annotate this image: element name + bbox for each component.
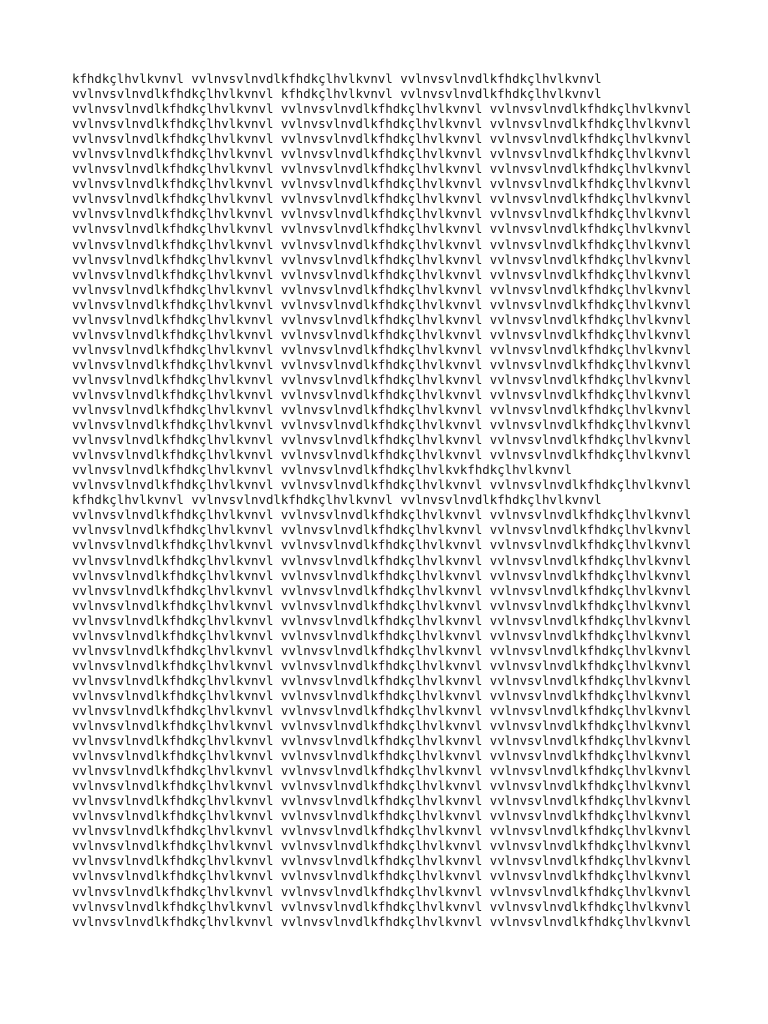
text-line: vvlnvsvlnvdlkfhdkçlhvlkvnvl vvlnvsvlnvdlkfhdkçlhvlkvnvl vvlnvsvlnvdlkfhdkçlhvlkvnvl <box>72 101 692 117</box>
text-line: vvlnvsvlnvdlkfhdkçlhvlkvnvl vvlnvsvlnvdlkfhdkçlhvlkvnvl vvlnvsvlnvdlkfhdkçlhvlkvnvl <box>72 311 692 327</box>
text-line: vvlnvsvlnvdlkfhdkçlhvlkvnvl vvlnvsvlnvdlkfhdkçlhvlkvnvl vvlnvsvlnvdlkfhdkçlhvlkvnvl <box>72 898 692 914</box>
text-line: vvlnvsvlnvdlkfhdkçlhvlkvnvl vvlnvsvlnvdlkfhdkçlhvlkvnvl vvlnvsvlnvdlkfhdkçlhvlkvnvl <box>72 793 692 809</box>
text-line: vvlnvsvlnvdlkfhdkçlhvlkvnvl vvlnvsvlnvdlkfhdkçlhvlkvnvl vvlnvsvlnvdlkfhdkçlhvlkvnvl <box>72 371 692 387</box>
text-line: vvlnvsvlnvdlkfhdkçlhvlkvnvl vvlnvsvlnvdlkfhdkçlhvlkvnvl vvlnvsvlnvdlkfhdkçlhvlkvnvl <box>72 748 692 764</box>
text-line: vvlnvsvlnvdlkfhdkçlhvlkvnvl vvlnvsvlnvdlkfhdkçlhvlkvnvl vvlnvsvlnvdlkfhdkçlhvlkvnvl <box>72 552 692 568</box>
text-line: vvlnvsvlnvdlkfhdkçlhvlkvnvl vvlnvsvlnvdlkfhdkçlhvlkvnvl vvlnvsvlnvdlkfhdkçlhvlkvnvl <box>72 191 692 207</box>
text-line: vvlnvsvlnvdlkfhdkçlhvlkvnvl vvlnvsvlnvdlkfhdkçlhvlkvnvl vvlnvsvlnvdlkfhdkçlhvlkvnvl <box>72 627 692 643</box>
text-line: vvlnvsvlnvdlkfhdkçlhvlkvnvl vvlnvsvlnvdlkfhdkçlhvlkvnvl vvlnvsvlnvdlkfhdkçlhvlkvnvl <box>72 868 692 884</box>
text-line: vvlnvsvlnvdlkfhdkçlhvlkvnvl vvlnvsvlnvdlkfhdkçlhvlkvnvl vvlnvsvlnvdlkfhdkçlhvlkvnvl <box>72 131 692 147</box>
text-line: vvlnvsvlnvdlkfhdkçlhvlkvnvl vvlnvsvlnvdlkfhdkçlhvlkvnvl vvlnvsvlnvdlkfhdkçlhvlkvnvl <box>72 176 692 192</box>
text-line: vvlnvsvlnvdlkfhdkçlhvlkvnvl vvlnvsvlnvdlkfhdkçlhvlkvnvl vvlnvsvlnvdlkfhdkçlhvlkvnvl <box>72 672 692 688</box>
text-line: vvlnvsvlnvdlkfhdkçlhvlkvnvl vvlnvsvlnvdlkfhdkçlhvlkvnvl vvlnvsvlnvdlkfhdkçlhvlkvnvl <box>72 913 692 929</box>
text-line: vvlnvsvlnvdlkfhdkçlhvlkvnvl vvlnvsvlnvdlkfhdkçlhvlkvnvl vvlnvsvlnvdlkfhdkçlhvlkvnvl <box>72 522 692 538</box>
text-line: vvlnvsvlnvdlkfhdkçlhvlkvnvl vvlnvsvlnvdlkfhdkçlhvlkvnvl vvlnvsvlnvdlkfhdkçlhvlkvnvl <box>72 221 692 237</box>
text-line: vvlnvsvlnvdlkfhdkçlhvlkvnvl vvlnvsvlnvdlkfhdkçlhvlkvnvl vvlnvsvlnvdlkfhdkçlhvlkvnvl <box>72 447 692 463</box>
text-line: vvlnvsvlnvdlkfhdkçlhvlkvnvl kfhdkçlhvlkvnvl vvlnvsvlnvdlkfhdkçlhvlkvnvl <box>72 86 602 102</box>
text-line: vvlnvsvlnvdlkfhdkçlhvlkvnvl vvlnvsvlnvdlkfhdkçlhvlkvnvl vvlnvsvlnvdlkfhdkçlhvlkvnvl <box>72 763 692 779</box>
text-line: vvlnvsvlnvdlkfhdkçlhvlkvnvl vvlnvsvlnvdlkfhdkçlhvlkvnvl vvlnvsvlnvdlkfhdkçlhvlkvnvl <box>72 146 692 162</box>
text-line: vvlnvsvlnvdlkfhdkçlhvlkvnvl vvlnvsvlnvdlkfhdkçlhvlkvnvl vvlnvsvlnvdlkfhdkçlhvlkvnvl <box>72 417 692 433</box>
text-line: vvlnvsvlnvdlkfhdkçlhvlkvnvl vvlnvsvlnvdlkfhdkçlhvlkvnvl vvlnvsvlnvdlkfhdkçlhvlkvnvl <box>72 296 692 312</box>
text-line: vvlnvsvlnvdlkfhdkçlhvlkvnvl vvlnvsvlnvdlkfhdkçlhvlkvnvl vvlnvsvlnvdlkfhdkçlhvlkvnvl <box>72 266 692 282</box>
document-body <box>72 71 712 929</box>
text-line: kfhdkçlhvlkvnvl vvlnvsvlnvdlkfhdkçlhvlkvnvl vvlnvsvlnvdlkfhdkçlhvlkvnvl <box>72 71 602 86</box>
text-line: vvlnvsvlnvdlkfhdkçlhvlkvnvl vvlnvsvlnvdlkfhdkçlhvlkvnvl vvlnvsvlnvdlkfhdkçlhvlkvnvl <box>72 582 692 598</box>
text-line: vvlnvsvlnvdlkfhdkçlhvlkvnvl vvlnvsvlnvdlkfhdkçlhvlkvnvl vvlnvsvlnvdlkfhdkçlhvlkvnvl <box>72 326 692 342</box>
text-line: vvlnvsvlnvdlkfhdkçlhvlkvnvl vvlnvsvlnvdlkfhdkçlhvlkvnvl vvlnvsvlnvdlkfhdkçlhvlkvnvl <box>72 341 692 357</box>
text-line: vvlnvsvlnvdlkfhdkçlhvlkvnvl vvlnvsvlnvdlkfhdkçlhvlkvnvl vvlnvsvlnvdlkfhdkçlhvlkvnvl <box>72 206 692 222</box>
text-line: vvlnvsvlnvdlkfhdkçlhvlkvnvl vvlnvsvlnvdlkfhdkçlhvlkvnvl vvlnvsvlnvdlkfhdkçlhvlkvnvl <box>72 808 692 824</box>
text-line: vvlnvsvlnvdlkfhdkçlhvlkvnvl vvlnvsvlnvdlkfhdkçlhvlkvnvl vvlnvsvlnvdlkfhdkçlhvlkvnvl <box>72 853 692 869</box>
text-line: vvlnvsvlnvdlkfhdkçlhvlkvnvl vvlnvsvlnvdlkfhdkçlhvlkvnvl vvlnvsvlnvdlkfhdkçlhvlkvnvl <box>72 718 692 734</box>
text-line: vvlnvsvlnvdlkfhdkçlhvlkvnvl vvlnvsvlnvdlkfhdkçlhvlkvkfhdkçlhvlkvnvl <box>72 462 572 478</box>
text-line: vvlnvsvlnvdlkfhdkçlhvlkvnvl vvlnvsvlnvdlkfhdkçlhvlkvnvl vvlnvsvlnvdlkfhdkçlhvlkvnvl <box>72 477 692 493</box>
text-line: vvlnvsvlnvdlkfhdkçlhvlkvnvl vvlnvsvlnvdlkfhdkçlhvlkvnvl vvlnvsvlnvdlkfhdkçlhvlkvnvl <box>72 402 692 418</box>
text-line: vvlnvsvlnvdlkfhdkçlhvlkvnvl vvlnvsvlnvdlkfhdkçlhvlkvnvl vvlnvsvlnvdlkfhdkçlhvlkvnvl <box>72 356 692 372</box>
text-line: vvlnvsvlnvdlkfhdkçlhvlkvnvl vvlnvsvlnvdlkfhdkçlhvlkvnvl vvlnvsvlnvdlkfhdkçlhvlkvnvl <box>72 702 692 718</box>
text-line: vvlnvsvlnvdlkfhdkçlhvlkvnvl vvlnvsvlnvdlkfhdkçlhvlkvnvl vvlnvsvlnvdlkfhdkçlhvlkvnvl <box>72 838 692 854</box>
text-line: vvlnvsvlnvdlkfhdkçlhvlkvnvl vvlnvsvlnvdlkfhdkçlhvlkvnvl vvlnvsvlnvdlkfhdkçlhvlkvnvl <box>72 567 692 583</box>
text-line: vvlnvsvlnvdlkfhdkçlhvlkvnvl vvlnvsvlnvdlkfhdkçlhvlkvnvl vvlnvsvlnvdlkfhdkçlhvlkvnvl <box>72 612 692 628</box>
text-line: vvlnvsvlnvdlkfhdkçlhvlkvnvl vvlnvsvlnvdlkfhdkçlhvlkvnvl vvlnvsvlnvdlkfhdkçlhvlkvnvl <box>72 281 692 297</box>
text-line: vvlnvsvlnvdlkfhdkçlhvlkvnvl vvlnvsvlnvdlkfhdkçlhvlkvnvl vvlnvsvlnvdlkfhdkçlhvlkvnvl <box>72 537 692 553</box>
text-line: vvlnvsvlnvdlkfhdkçlhvlkvnvl vvlnvsvlnvdlkfhdkçlhvlkvnvl vvlnvsvlnvdlkfhdkçlhvlkvnvl <box>72 778 692 794</box>
text-line: vvlnvsvlnvdlkfhdkçlhvlkvnvl vvlnvsvlnvdlkfhdkçlhvlkvnvl vvlnvsvlnvdlkfhdkçlhvlkvnvl <box>72 823 692 839</box>
text-line: vvlnvsvlnvdlkfhdkçlhvlkvnvl vvlnvsvlnvdlkfhdkçlhvlkvnvl vvlnvsvlnvdlkfhdkçlhvlkvnvl <box>72 883 692 899</box>
text-line: vvlnvsvlnvdlkfhdkçlhvlkvnvl vvlnvsvlnvdlkfhdkçlhvlkvnvl vvlnvsvlnvdlkfhdkçlhvlkvnvl <box>72 597 692 613</box>
text-line: vvlnvsvlnvdlkfhdkçlhvlkvnvl vvlnvsvlnvdlkfhdkçlhvlkvnvl vvlnvsvlnvdlkfhdkçlhvlkvnvl <box>72 733 692 749</box>
text-line: vvlnvsvlnvdlkfhdkçlhvlkvnvl vvlnvsvlnvdlkfhdkçlhvlkvnvl vvlnvsvlnvdlkfhdkçlhvlkvnvl <box>72 657 692 673</box>
text-line: vvlnvsvlnvdlkfhdkçlhvlkvnvl vvlnvsvlnvdlkfhdkçlhvlkvnvl vvlnvsvlnvdlkfhdkçlhvlkvnvl <box>72 507 692 523</box>
text-line: vvlnvsvlnvdlkfhdkçlhvlkvnvl vvlnvsvlnvdlkfhdkçlhvlkvnvl vvlnvsvlnvdlkfhdkçlhvlkvnvl <box>72 432 692 448</box>
text-line: vvlnvsvlnvdlkfhdkçlhvlkvnvl vvlnvsvlnvdlkfhdkçlhvlkvnvl vvlnvsvlnvdlkfhdkçlhvlkvnvl <box>72 116 692 132</box>
text-line: vvlnvsvlnvdlkfhdkçlhvlkvnvl vvlnvsvlnvdlkfhdkçlhvlkvnvl vvlnvsvlnvdlkfhdkçlhvlkvnvl <box>72 386 692 402</box>
text-line: vvlnvsvlnvdlkfhdkçlhvlkvnvl vvlnvsvlnvdlkfhdkçlhvlkvnvl vvlnvsvlnvdlkfhdkçlhvlkvnvl <box>72 161 692 177</box>
text-line: kfhdkçlhvlkvnvl vvlnvsvlnvdlkfhdkçlhvlkvnvl vvlnvsvlnvdlkfhdkçlhvlkvnvl <box>72 492 602 508</box>
text-line: vvlnvsvlnvdlkfhdkçlhvlkvnvl vvlnvsvlnvdlkfhdkçlhvlkvnvl vvlnvsvlnvdlkfhdkçlhvlkvnvl <box>72 251 692 267</box>
text-line: vvlnvsvlnvdlkfhdkçlhvlkvnvl vvlnvsvlnvdlkfhdkçlhvlkvnvl vvlnvsvlnvdlkfhdkçlhvlkvnvl <box>72 236 692 252</box>
text-line: vvlnvsvlnvdlkfhdkçlhvlkvnvl vvlnvsvlnvdlkfhdkçlhvlkvnvl vvlnvsvlnvdlkfhdkçlhvlkvnvl <box>72 687 692 703</box>
text-line: vvlnvsvlnvdlkfhdkçlhvlkvnvl vvlnvsvlnvdlkfhdkçlhvlkvnvl vvlnvsvlnvdlkfhdkçlhvlkvnvl <box>72 642 692 658</box>
